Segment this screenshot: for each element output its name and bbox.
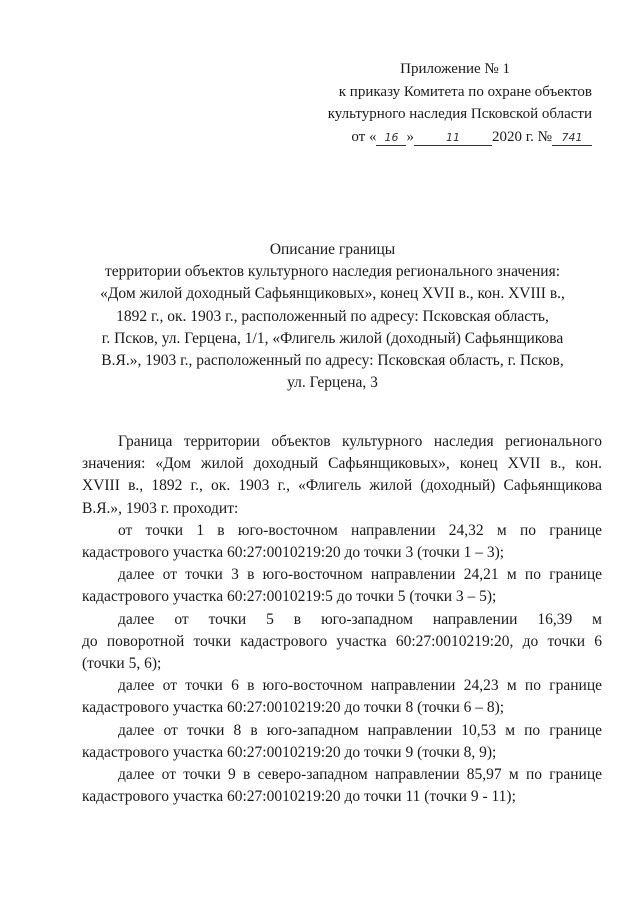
text-line: далее от точки 5 в юго-западном направлении 16,39 м: [118, 610, 602, 628]
text-line: В.Я.», 1903 г. проходит:: [82, 499, 239, 517]
text-line: далее от точки 6 в юго-восточном направлении 24,23 м по границе: [118, 677, 602, 695]
committee-name: культурного наследия Псковской области: [327, 106, 592, 122]
title-line: «Дом жилой доходный Сафьянщиковых», конец XVII в., кон. XVIII в.,: [100, 285, 565, 303]
appendix-header: [300, 58, 600, 148]
boundary-segment: [82, 764, 602, 808]
title-line: ул. Герцена, 3: [287, 374, 378, 392]
title-line: территории объектов культурного наследия регионального значения:: [104, 263, 561, 281]
handwritten-day: 16: [376, 131, 406, 146]
title-line: Описание границы: [269, 241, 396, 258]
title-line: В.Я.», 1903 г., расположенный по адресу: Псковская область, г. Псков,: [101, 352, 564, 370]
boundary-segment: [82, 564, 602, 608]
title-line: г. Псков, ул. Герцена, 1/1, «Флигель жилой (доходный) Сафьянщикова: [101, 329, 564, 347]
text-line: (точки 5, 6);: [82, 655, 162, 673]
text-line: кадастрового участка 60:27:0010219:5 до точки 5 (точки 3 – 5);: [82, 588, 497, 606]
text-line: кадастрового участка 60:27:0010219:20 до точки 8 (точки 6 – 8);: [82, 699, 505, 717]
order-reference: к приказу Комитета по охране объектов: [338, 83, 592, 100]
boundary-segment: [82, 609, 602, 676]
date-prefix: от «: [351, 128, 377, 145]
title-line: 1892 г., ок. 1903 г., расположенный по адресу: Псковская область,: [116, 307, 549, 325]
boundary-segment: [82, 520, 602, 564]
text-line: кадастрового участка 60:27:0010219:20 до точки 3 (точки 1 – 3);: [82, 544, 505, 562]
year-and-number-label: 2020 г. №: [491, 128, 552, 145]
text-line: далее от точки 8 в юго-западном направлении 10,53 м по границе: [118, 721, 602, 739]
handwritten-order-number: 741: [552, 131, 592, 146]
text-line: значения: «Дом жилой доходный Сафьянщиковых», конец XVII в., кон.: [82, 455, 602, 473]
text-line: до поворотной точки кадастрового участка 60:27:0010219:20, до точки 6: [82, 632, 602, 650]
boundary-description: [82, 431, 602, 808]
intro-paragraph: [82, 431, 602, 520]
handwritten-month: 11: [414, 131, 492, 146]
text-line: кадастрового участка 60:27:0010219:20 до точки 9 (точки 8, 9);: [82, 743, 497, 761]
appendix-number: Приложение № 1: [400, 61, 510, 77]
boundary-segment: [82, 675, 602, 719]
order-date-line: [300, 126, 600, 149]
boundary-segment: [82, 720, 602, 764]
text-line: далее от точки 3 в юго-восточном направлении 24,21 м по границе: [118, 566, 602, 584]
text-line: XVIII в., 1892 г., ок. 1903 г., «Флигель жилой (доходный) Сафьянщикова: [82, 477, 602, 495]
text-line: от точки 1 в юго-восточном направлении 24,32 м по границе: [118, 521, 602, 539]
text-line: Граница территории объектов культурного наследия регионального: [118, 433, 602, 450]
text-line: далее от точки 9 в северо-западном направлении 85,97 м по границе: [118, 766, 602, 784]
date-mid: »: [406, 128, 414, 145]
document-title: [60, 239, 605, 394]
text-line: кадастрового участка 60:27:0010219:20 до точки 11 (точки 9 - 11);: [82, 788, 516, 806]
